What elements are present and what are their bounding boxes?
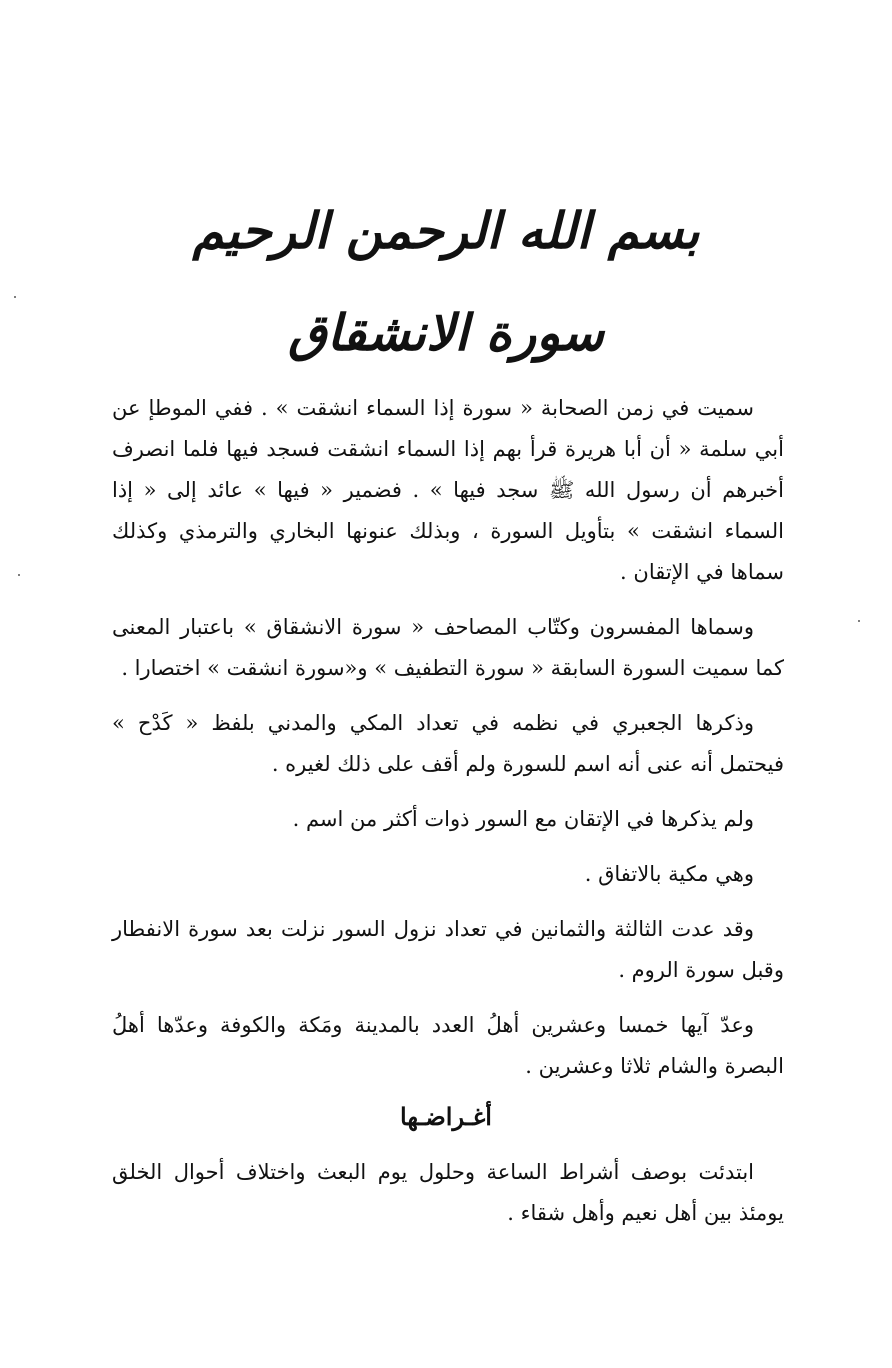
paragraph-makki: وهي مكية بالاتفاق . [584,862,754,886]
paragraph-naming: سميت في زمن الصحابة « سورة إذا السماء انشقت » . ففي الموطإ عن أبي سلمة « أن أبا هريرة قرأ بهم إذا السماء انشقت فسجد فيها فلما انصرف أخبرهم أن رسول الله ﷺ سجد فيها » . فضمير « فيها » عائد إلى « إذا السماء انشقت » بتأويل السورة ، وبذلك عنونها البخاري والترمذي وكذلك سماها في الإتقان . [112,396,784,584]
paragraph-revelation-order: وقد عدت الثالثة والثمانين في تعداد نزول السور نزلت بعد سورة الانفطار وقبل سورة الروم . [112,917,784,982]
paragraph-jabari: وذكرها الجعبري في نظمه في تعداد المكي والمدني بلفظ « كَدْح » فيحتمل أنه عنى أنه اسم للسورة ولم أقف على ذلك لغيره . [112,711,784,776]
paragraph-itqan: ولم يذكرها في الإتقان مع السور ذوات أكثر من اسم . [292,807,754,831]
paragraph-purposes: ابتدئت بوصف أشراط الساعة وحلول يوم البعث واختلاف أحوال الخلق يومئذ بين أهل نعيم وأهل شقاء . [112,1160,784,1225]
scan-speck [858,620,860,622]
surah-title: سورة الانشقاق [288,303,604,362]
purposes-heading: أغـراضـها [400,1102,492,1131]
basmala-heading: بسم الله الرحمن الرحيم [192,201,700,260]
purposes-body [112,1152,784,1248]
scan-speck [18,574,20,576]
paragraph-mufassirun-naming: وسماها المفسرون وكتّاب المصاحف « سورة الانشقاق » باعتبار المعنى كما سميت السورة السابقة « سورة التطفيف » و«سورة انشقت » اختصارا . [112,615,784,680]
scan-speck [14,296,16,298]
paragraph-verse-count: وعدّ آيها خمسا وعشرين أهلُ العدد بالمدينة ومَكة والكوفة وعدّها أهلُ البصرة والشام ثلاثا وعشرين . [112,1013,784,1078]
introduction-body [112,388,784,1101]
